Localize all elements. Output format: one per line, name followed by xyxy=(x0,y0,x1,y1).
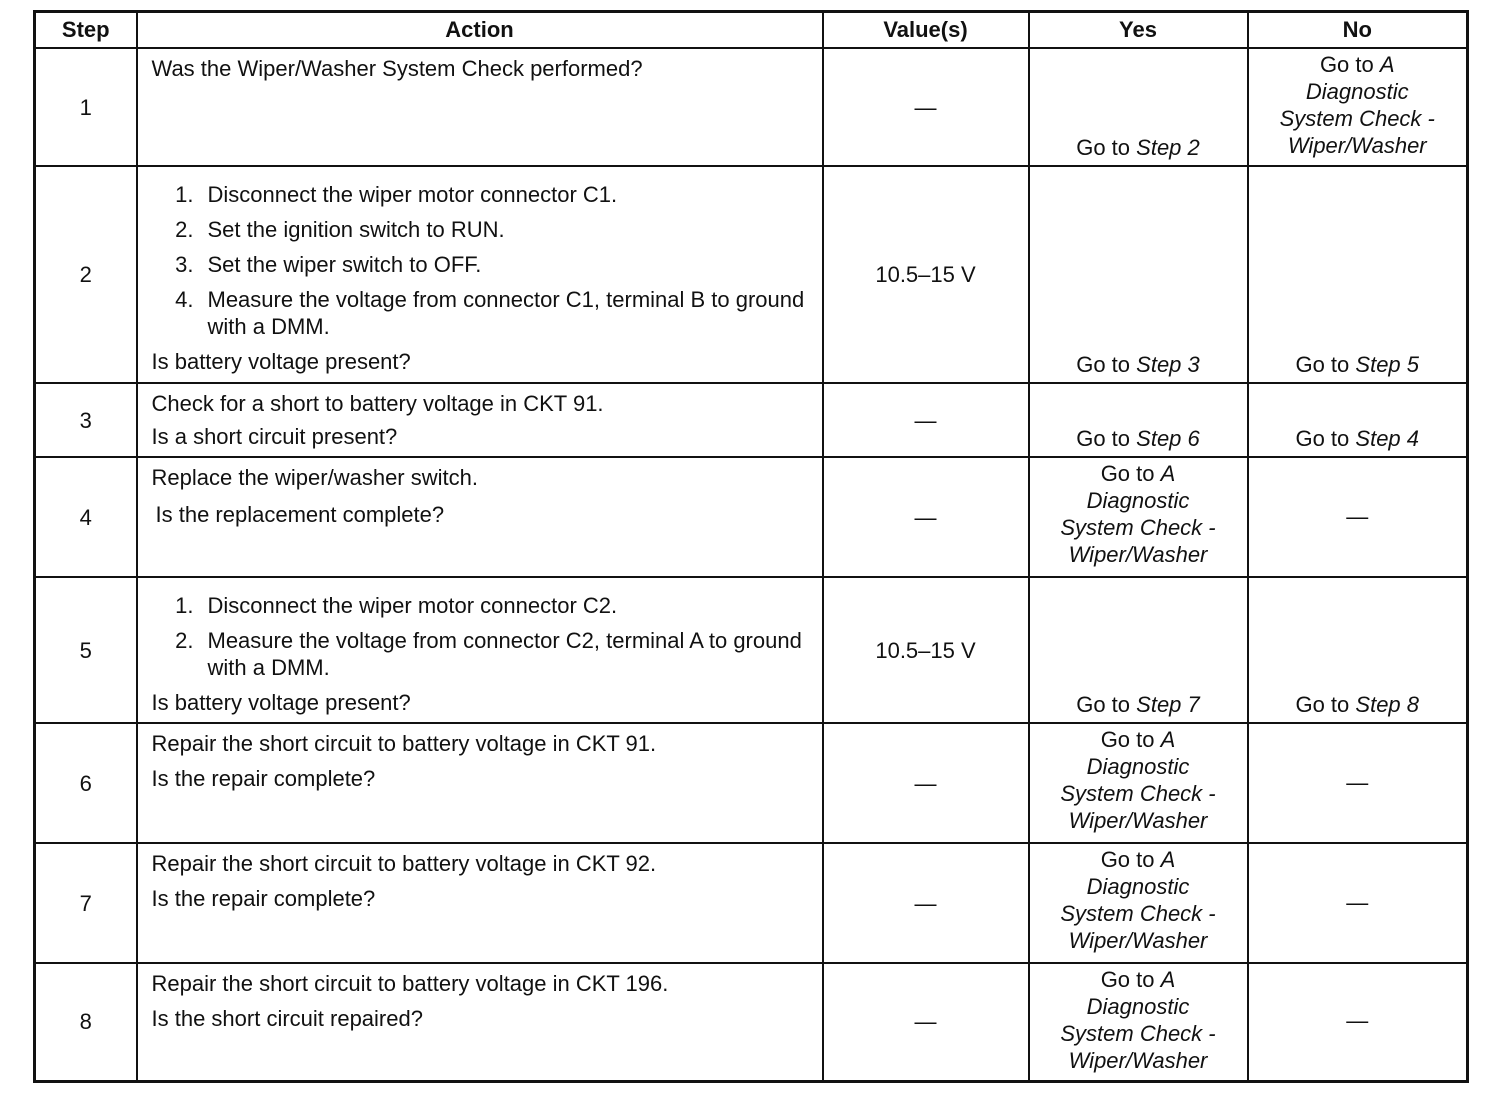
table-row xyxy=(35,843,1468,963)
go-to-text: Go to xyxy=(1295,426,1350,451)
yes-cell xyxy=(1029,723,1248,843)
action-text: Replace the wiper/washer switch. xyxy=(151,465,478,490)
no-cell xyxy=(1248,577,1468,723)
diag-ref: System Check - xyxy=(1060,1021,1216,1046)
action-steps xyxy=(152,592,810,681)
step-link: Step 5 xyxy=(1355,352,1420,377)
step-link: Step 2 xyxy=(1136,135,1200,160)
diag-ref: A xyxy=(1160,461,1176,486)
action-question: Is a short circuit present? xyxy=(151,424,398,449)
table-row xyxy=(35,723,1468,843)
action-question: Is battery voltage present? xyxy=(151,690,411,715)
diag-ref: A xyxy=(1160,847,1176,872)
value-cell: — xyxy=(823,48,1029,166)
action-cell xyxy=(137,723,823,843)
action-text: Repair the short circuit to battery voltage in CKT 92. xyxy=(151,851,657,876)
header-yes: Yes xyxy=(1029,12,1248,49)
go-to-text: Go to xyxy=(1100,727,1155,752)
action-cell xyxy=(137,48,823,166)
diag-ref: Diagnostic xyxy=(1086,994,1190,1019)
action-cell xyxy=(137,166,823,383)
step-number: 8 xyxy=(35,963,137,1081)
diagnostic-table xyxy=(33,10,1469,1083)
action-text: Was the Wiper/Washer System Check performed? xyxy=(151,56,643,81)
step-number: 3 xyxy=(35,383,137,457)
value-cell: — xyxy=(823,963,1029,1081)
diag-ref: Diagnostic xyxy=(1086,754,1190,779)
go-to-text: Go to xyxy=(1319,52,1374,77)
header-row xyxy=(35,12,1468,49)
table-row xyxy=(35,383,1468,457)
step-link: Step 4 xyxy=(1355,426,1420,451)
diag-ref: Wiper/Washer xyxy=(1068,808,1208,833)
go-to-text: Go to xyxy=(1076,352,1131,377)
yes-cell xyxy=(1029,166,1248,383)
diag-ref: Wiper/Washer xyxy=(1068,1048,1208,1073)
action-question: Is the repair complete? xyxy=(151,886,376,911)
table-row xyxy=(35,166,1468,383)
action-text: Check for a short to battery voltage in CKT 91. xyxy=(151,391,604,416)
list-item: 3. Set the wiper switch to OFF. xyxy=(175,252,482,277)
step-link: Step 8 xyxy=(1355,692,1420,717)
header-step: Step xyxy=(35,12,137,49)
table-row xyxy=(35,48,1468,166)
step-link: Step 6 xyxy=(1136,426,1200,451)
no-cell: — xyxy=(1248,963,1468,1081)
no-cell xyxy=(1248,48,1468,166)
diag-ref: A xyxy=(1379,52,1395,77)
action-question: Is battery voltage present? xyxy=(151,349,411,374)
step-number: 7 xyxy=(35,843,137,963)
action-steps xyxy=(152,181,810,340)
go-to-text: Go to xyxy=(1076,135,1131,160)
action-cell xyxy=(137,457,823,577)
value-cell: — xyxy=(823,723,1029,843)
table-row xyxy=(35,457,1468,577)
step-number: 4 xyxy=(35,457,137,577)
value-cell: — xyxy=(823,457,1029,577)
action-question: Is the repair complete? xyxy=(151,766,376,791)
yes-cell xyxy=(1029,383,1248,457)
diag-ref: Wiper/Washer xyxy=(1068,542,1208,567)
action-question: Is the short circuit repaired? xyxy=(151,1006,423,1031)
diag-ref: Diagnostic xyxy=(1086,488,1190,513)
diag-ref: System Check - xyxy=(1060,781,1216,806)
action-text: Repair the short circuit to battery voltage in CKT 91. xyxy=(151,731,657,756)
action-cell xyxy=(137,963,823,1081)
value-cell: 10.5–15 V xyxy=(823,166,1029,383)
go-to-text: Go to xyxy=(1295,352,1350,377)
action-cell xyxy=(137,577,823,723)
step-number: 5 xyxy=(35,577,137,723)
diag-ref: System Check - xyxy=(1060,901,1216,926)
table-row xyxy=(35,577,1468,723)
header-no: No xyxy=(1248,12,1468,49)
diag-ref: Wiper/Washer xyxy=(1287,133,1427,158)
diag-ref: Diagnostic xyxy=(1086,874,1190,899)
go-to-text: Go to xyxy=(1100,461,1155,486)
go-to-text: Go to xyxy=(1295,692,1350,717)
step-link: Step 7 xyxy=(1136,692,1200,717)
go-to-text: Go to xyxy=(1076,692,1131,717)
go-to-text: Go to xyxy=(1100,967,1155,992)
header-action: Action xyxy=(137,12,823,49)
step-number: 2 xyxy=(35,166,137,383)
table-row xyxy=(35,963,1468,1081)
no-cell xyxy=(1248,383,1468,457)
list-item: 4. Measure the voltage from connector C1, terminal B to ground with a DMM. xyxy=(175,287,805,339)
value-cell: — xyxy=(823,383,1029,457)
action-question: Is the replacement complete? xyxy=(155,502,445,527)
diag-ref: A xyxy=(1160,967,1176,992)
value-cell: 10.5–15 V xyxy=(823,577,1029,723)
value-cell: — xyxy=(823,843,1029,963)
diag-ref: System Check - xyxy=(1060,515,1216,540)
step-number: 1 xyxy=(35,48,137,166)
yes-cell xyxy=(1029,457,1248,577)
go-to-text: Go to xyxy=(1100,847,1155,872)
list-item: 1. Disconnect the wiper motor connector C1. xyxy=(175,182,618,207)
yes-cell xyxy=(1029,48,1248,166)
list-item: 2. Measure the voltage from connector C2, terminal A to ground with a DMM. xyxy=(175,628,802,680)
no-cell xyxy=(1248,166,1468,383)
no-cell: — xyxy=(1248,723,1468,843)
diag-ref: A xyxy=(1160,727,1176,752)
diag-ref: Diagnostic xyxy=(1305,79,1409,104)
yes-cell xyxy=(1029,963,1248,1081)
list-item: 1. Disconnect the wiper motor connector C2. xyxy=(175,593,618,618)
diag-ref: System Check - xyxy=(1279,106,1435,131)
no-cell: — xyxy=(1248,843,1468,963)
action-text: Repair the short circuit to battery voltage in CKT 196. xyxy=(151,971,669,996)
go-to-text: Go to xyxy=(1076,426,1131,451)
step-link: Step 3 xyxy=(1136,352,1200,377)
yes-cell xyxy=(1029,577,1248,723)
header-values: Value(s) xyxy=(823,12,1029,49)
diag-ref: Wiper/Washer xyxy=(1068,928,1208,953)
yes-cell xyxy=(1029,843,1248,963)
no-cell: — xyxy=(1248,457,1468,577)
action-cell xyxy=(137,843,823,963)
step-number: 6 xyxy=(35,723,137,843)
action-cell xyxy=(137,383,823,457)
list-item: 2. Set the ignition switch to RUN. xyxy=(175,217,505,242)
